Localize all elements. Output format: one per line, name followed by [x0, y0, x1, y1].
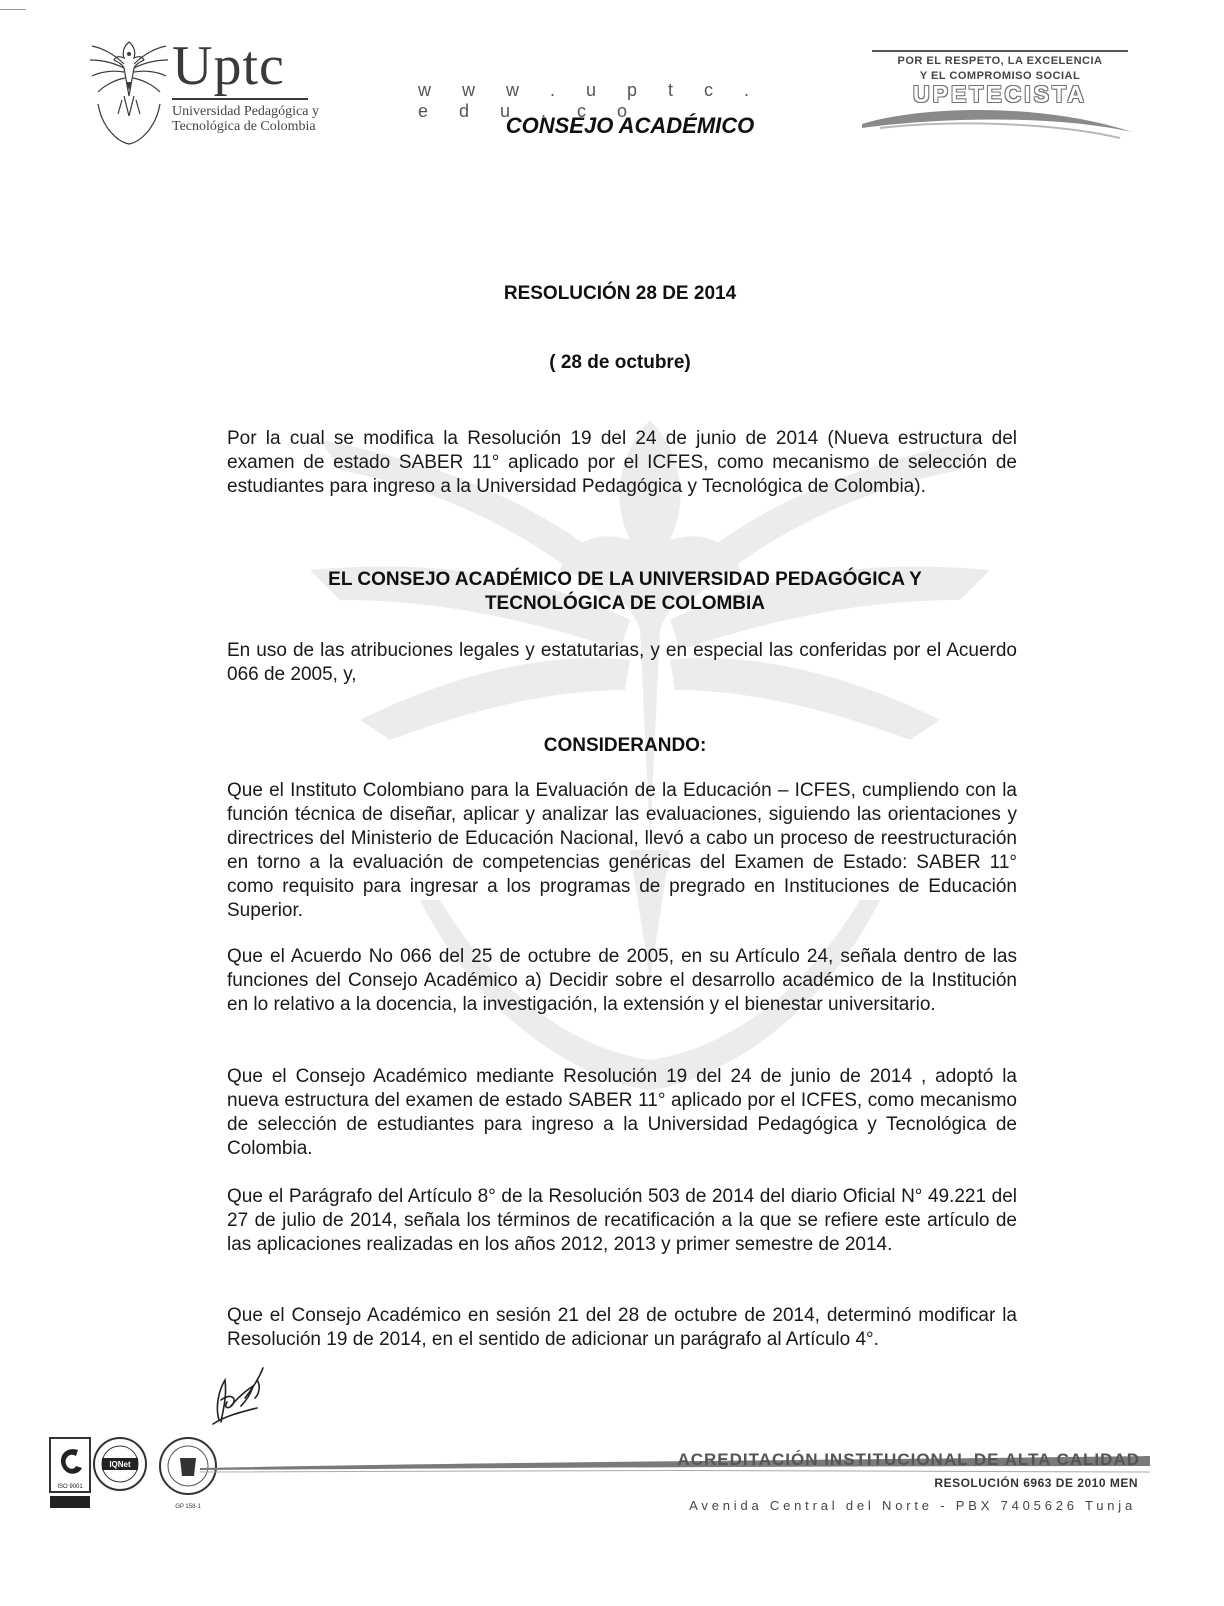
badge-motto-line-2: Y EL COMPROMISO SOCIAL	[919, 70, 1081, 82]
handwritten-initials-signature	[205, 1350, 275, 1426]
authority-heading-line-1: EL CONSEJO ACADÉMICO DE LA UNIVERSIDAD PEDAGÓGICA Y	[328, 569, 922, 590]
scan-corner-mark	[0, 9, 26, 10]
logo-wordmark: Uptc	[172, 35, 285, 97]
authority-heading-line-2: TECNOLÓGICA DE COLOMBIA	[484, 593, 766, 614]
accreditation-text: ACREDITACIÓN INSTITUCIONAL DE ALTA CALIDAD	[677, 1450, 1140, 1469]
website-url: w w w . u p t c . e d u . c o	[418, 80, 763, 121]
resolution-summary: Por la cual se modifica la Resolución 19 del 24 de junio de 2014 (Nueva estructura del examen de estado SABER 11° aplicado por el ICFES, como mecanismo de selección de estudiantes para ingreso a la Universidad Pedagógica y Tecnológica de Colombia).	[227, 428, 1017, 497]
consideration-paragraph-4: Que el Parágrafo del Artículo 8° de la Resolución 503 de 2014 del diario Oficial N° 49.221 del 27 de julio de 2014, señala los términos de recatificación a la que se refiere este artículo de las aplicaciones realizadas en los años 2012, 2013 y primer semestre de 2014.	[227, 1186, 1017, 1255]
badge-top-rule	[872, 50, 1128, 52]
uptc-eagle-crest-icon	[88, 34, 170, 152]
consideration-paragraph-5: Que el Consejo Académico en sesión 21 del 28 de octubre de 2014, determinó modificar la Resolución 19 de 2014, en el sentido de adicionar un parágrafo al Artículo 4°.	[227, 1305, 1017, 1350]
logo-subtitle-line-1: Universidad Pedagógica y	[172, 104, 319, 119]
iso-label: ISO 9001	[57, 1484, 83, 1490]
badge-swoosh-icon	[860, 98, 1140, 142]
logo-divider	[172, 98, 308, 100]
resolution-date: ( 28 de octubre)	[549, 352, 691, 373]
council-heading: CONSEJO ACADÉMICO	[505, 113, 755, 138]
consideration-paragraph-2: Que el Acuerdo No 066 del 25 de octubre de 2005, en su Artículo 24, señala dentro de las funciones del Consejo Académico a) Decidir sobre el desarrollo académico de la Institución en lo relativo a la docencia, la investigación, la extensión y el bienestar universitario.	[227, 946, 1017, 1015]
consideration-paragraph-3: Que el Consejo Académico mediante Resolución 19 del 24 de junio de 2014 , adoptó la nueva estructura del examen de estado SABER 11° aplicado por el ICFES, como mecanismo de selección de estudiantes para ingreso a la Universidad Pedagógica y Tecnológica de Colombia.	[227, 1066, 1017, 1159]
badge-motto-line-1: POR EL RESPETO, LA EXCELENCIA	[897, 55, 1103, 67]
iqnet-label: IQNet	[109, 1460, 131, 1469]
certification-logos-icon	[48, 1436, 238, 1520]
address-text: Avenida Central del Norte - PBX 7405626 Tunja	[689, 1498, 1136, 1513]
gp-label: GP 158-1	[175, 1504, 201, 1510]
uptc-logo-text	[172, 35, 319, 134]
logo-subtitle-line-2: Tecnológica de Colombia	[172, 119, 316, 134]
consideration-paragraph-1: Que el Instituto Colombiano para la Evaluación de la Educación – ICFES, cumpliendo con la función técnica de diseñar, aplicar y analizar las evaluaciones, siguiendo las orientaciones y directrices del Ministerio de Educación Nacional, llevó a cabo un proceso de reestructuración en torno a la evaluación de competencias genéricas del Examen de Estado: SABER 11° como requisito para ingresar a los programas de pregrado en Instituciones de Educación Superior.	[227, 780, 1017, 921]
badge-title: UPETECISTA	[913, 81, 1087, 107]
considering-heading: CONSIDERANDO:	[543, 735, 707, 756]
upetecista-badge	[860, 50, 1140, 142]
resolution-title: RESOLUCIÓN 28 DE 2014	[503, 283, 737, 304]
men-resolution-text: RESOLUCIÓN 6963 DE 2010 MEN	[934, 1476, 1138, 1490]
powers-paragraph: En uso de las atribuciones legales y estatutarias, y en especial las conferidas por el Acuerdo 066 de 2005, y,	[227, 640, 1017, 685]
